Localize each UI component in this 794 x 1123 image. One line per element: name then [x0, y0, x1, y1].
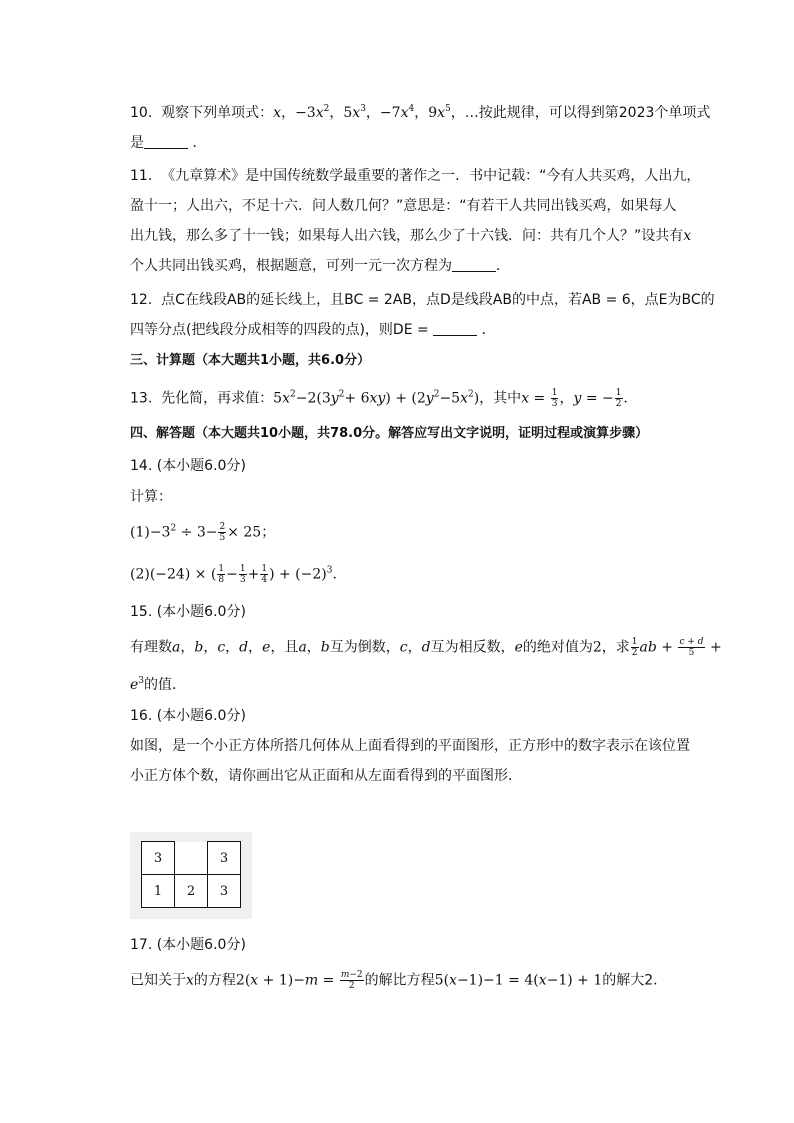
question-14-part-2: (2)(−24) × ( $\frac{1}{8}$ − $\frac{1}{3}$ + $\frac{1}{4}$ ) + $(-2)^3$． [130, 564, 347, 585]
question-11-line-3: 出九钱，那么多了十一钱；如果每人出六钱，那么少了十六钱．问：共有几个人？”设共有x [130, 228, 692, 244]
q10-after: ，…按此规律，可以得到第2023个单项式 [450, 105, 711, 121]
q10-prefix: 是 [130, 135, 144, 151]
q12-text: 点C在线段AB的延长线上，且BC = 2AB，点D是线段AB的中点，若AB = 6，点E为BC的 [161, 292, 715, 308]
q12-text: 四等分点(把线段分成相等的四段的点)，则DE = [130, 322, 434, 338]
answer-blank[interactable] [452, 257, 496, 272]
question-16-line-2: 小正方体个数，请你画出它从正面和从左面看得到的平面图形． [130, 768, 522, 784]
q13-end: ． [623, 390, 638, 407]
section-4-heading: 四、解答题（本大题共10小题，共78.0分。解答应写出文字说明，证明过程或演算步骤） [130, 426, 649, 441]
question-12-line-1 [130, 290, 715, 310]
answer-blank[interactable] [144, 134, 188, 149]
q17-text: 的方程 [193, 972, 236, 989]
q11-text: 盈十一；人出六，不足十六．问人数几何？”意思是：“有若干人共同出钱买鸡，如果每人 [130, 198, 677, 214]
grid-cell: 3 [208, 842, 241, 875]
question-12-line-2 [130, 320, 496, 340]
answer-blank[interactable] [433, 321, 477, 336]
question-17-line-1: 已知关于x的方程2(x + 1)−m = $\frac{m-2}{2}$ 的解比方程5(x−1)−1 = 4(x−1) + 1的解大2． [130, 970, 668, 991]
question-10-line-1: 10. 观察下列单项式：x，$-3x^2$，$5x^3$，$-7x^4$，$9x^5$，…按此规律，可以得到第2023个单项式 [130, 104, 711, 121]
q17-text: 的解比方程 [364, 972, 435, 989]
grid-cell-empty [175, 842, 208, 875]
question-11-line-2 [130, 196, 677, 216]
q13-mid: ，其中 [479, 390, 522, 407]
question-10-line-2 [130, 133, 206, 153]
q10-suffix: ． [192, 135, 207, 151]
question-number: 10. [130, 105, 153, 121]
question-15-header: 15. (本小题6.0分) [130, 604, 246, 620]
question-16-header: 16. (本小题6.0分) [130, 708, 246, 724]
q14-tail: ； [261, 524, 276, 541]
question-14-header: 14. (本小题6.0分) [130, 458, 246, 474]
question-13: 13. 先化简，再求值：$5x^2-2(3y^2+ 6xy) + (2y^2-5x^2)$，其中x = $\frac{1}{3}$ ，y = − $\frac{1}{2}$ ． [130, 388, 638, 409]
q10-intro: 观察下列单项式： [161, 105, 274, 121]
q13-intro: 先化简，再求值： [161, 390, 274, 407]
q11-text: ． [496, 258, 510, 274]
question-17-header: 17. (本小题6.0分) [130, 937, 246, 953]
q11-text: 出九钱，那么多了十一钱；如果每人出六钱，那么少了十六钱．问：共有几个人？”设共有 [130, 228, 684, 244]
grid-cell: 3 [208, 875, 241, 908]
q17-text: 的解大2． [602, 972, 668, 989]
top-view-grid [141, 841, 241, 908]
question-number: 11. [130, 168, 153, 184]
q11-text: 个人共同出钱买鸡，根据题意，可列一元一次方程为 [130, 258, 452, 274]
q15-tail: 的值． [144, 677, 187, 693]
question-15-line-2: $e^3$的值． [130, 676, 187, 693]
question-number: 13. [130, 390, 153, 407]
grid-cell: 1 [142, 875, 175, 908]
question-16-line-1: 如图，是一个小正方体所搭几何体从上面看得到的平面图形，正方形中的数字表示在该位置 [130, 738, 690, 754]
q11-text: 《九章算术》是中国传统数学最重要的著作之一．书中记载：“今有人共买鸡，人出九， [161, 168, 701, 184]
question-14-part-1: $(1)-3^2 \div 3-$ $\frac{2}{5}$ × 25； [130, 522, 276, 543]
grid-cell: 3 [142, 842, 175, 875]
question-11-line-4 [130, 256, 510, 276]
grid-cell: 2 [175, 875, 208, 908]
q14-tail: ． [332, 566, 347, 583]
question-15-line-1: 有理数a，b，c，d，e，且a，b互为倒数，c，d互为相反数，e的绝对值为2，求 $\frac{1}{2}$ ab + $\frac{c + d}{5}$ + [130, 637, 722, 658]
q12-text: ． [481, 322, 496, 338]
question-number: 12. [130, 292, 153, 308]
section-3-heading: 三、计算题（本大题共1小题，共6.0分） [130, 353, 371, 368]
top-view-figure [130, 832, 252, 919]
question-14-label: 计算： [130, 489, 172, 505]
question-11-line-1 [130, 166, 700, 186]
q17-text: 已知关于 [130, 972, 186, 989]
